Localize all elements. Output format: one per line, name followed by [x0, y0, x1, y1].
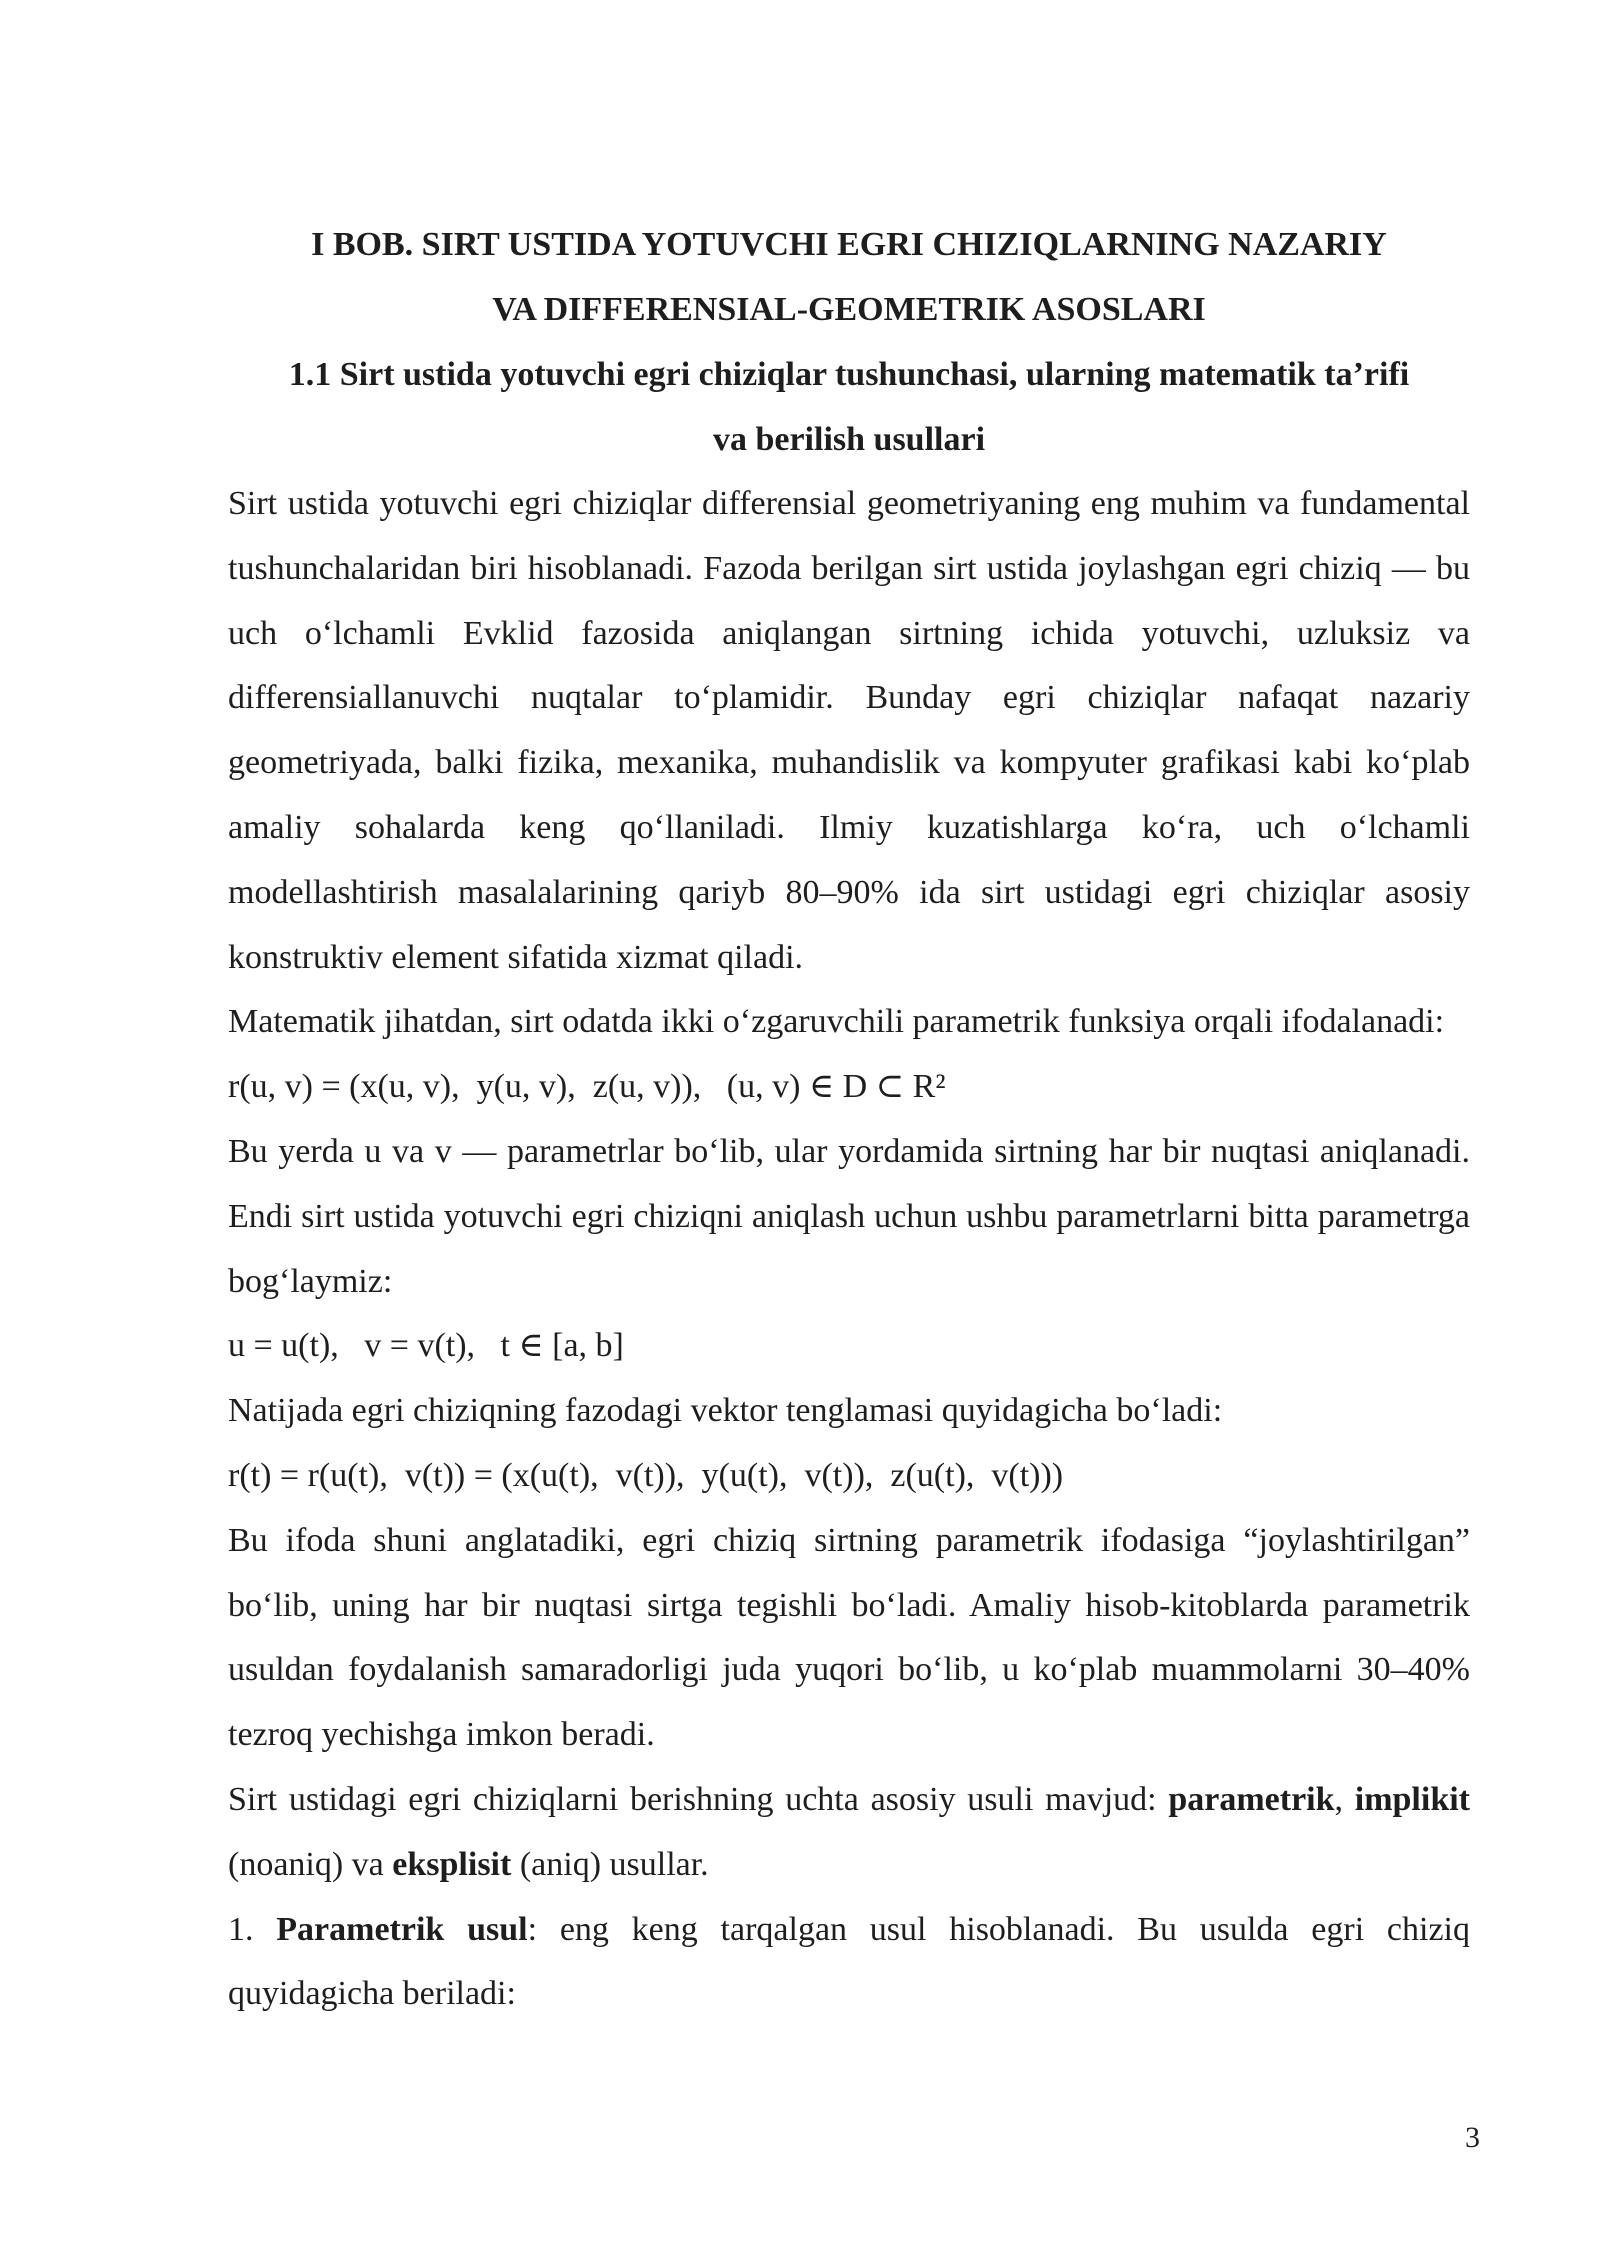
- chapter-title-line-1: I BOB. SIRT USTIDA YOTUVCHI EGRI CHIZIQLARNING NAZARIY: [311, 226, 1387, 263]
- methods-explicit: eksplisit: [392, 1845, 512, 1883]
- parametric-method-text: : eng keng tarqalgan usul hisoblanadi. Bu usulda egri chiziq quyidagicha beriladi:: [228, 1910, 1470, 2013]
- chapter-title-line-2: VA DIFFERENSIAL-GEOMETRIK ASOSLARI: [492, 291, 1206, 328]
- methods-text-4: (aniq) usullar.: [511, 1845, 709, 1883]
- methods-text-2: ,: [1334, 1780, 1355, 1818]
- parametric-method-term: Parametrik usul: [276, 1910, 528, 1948]
- formula-surface: r(u, v) = (x(u, v), y(u, v), z(u, v)), (u, v) ∈ D ⊂ R²: [228, 1068, 946, 1106]
- section-title-line-1: 1.1 Sirt ustida yotuvchi egri chiziqlar tushunchasi, ularning matematik ta’rifi: [288, 356, 1410, 393]
- paragraph-vector-equation: Natijada egri chiziqning fazodagi vektor tenglamasi quyidagicha bo‘ladi:: [228, 1392, 1223, 1430]
- parametric-method-number: 1.: [228, 1910, 277, 1948]
- section-title: [228, 342, 1470, 472]
- paragraph-parametric-method: [228, 1898, 1470, 2028]
- body-text: [228, 472, 1470, 2027]
- page-number: 3: [1465, 2121, 1480, 2154]
- paragraph-parametric-function: Matematik jihatdan, sirt odatda ikki o‘zgaruvchili parametrik funksiya orqali ifodalanadi:: [228, 1003, 1445, 1041]
- chapter-title: [228, 212, 1470, 342]
- paragraph-parameters: Bu yerda u va v — parametrlar bo‘lib, ular yordamida sirtning har bir nuqtasi aniqlanadi. Endi sirt ustida yotuvchi egri chiziqni aniqlash uchun ushbu parametrlarni bitta parametrga bog‘laymiz:: [228, 1132, 1470, 1300]
- methods-implicit: implikit: [1354, 1780, 1470, 1818]
- paragraph-methods: [228, 1768, 1470, 1898]
- paragraph-intro: Sirt ustida yotuvchi egri chiziqlar differensial geometriyaning eng muhim va fundamental tushunchalaridan biri hisoblanadi. Fazoda berilgan sirt ustida joylashgan egri chiziq — bu uch o‘lchamli Evklid fazosida aniqlangan sirtning ichida yotuvchi, uzluksiz va differensiallanuvchi nuqtalar to‘plamidir. Bunday egri chiziqlar nafaqat nazariy geometriyada, balki fizika, mexanika, muhandislik va kompyuter grafikasi kabi ko‘plab amaliy sohalarda keng qo‘llaniladi. Ilmiy kuzatishlarga ko‘ra, uch o‘lchamli modellashtirish masalalarining qariyb 80–90% ida sirt ustidagi egri chiziqlar asosiy konstruktiv element sifatida xizmat qiladi.: [228, 485, 1470, 976]
- formula-curve: r(t) = r(u(t), v(t)) = (x(u(t), v(t)), y(u(t), v(t)), z(u(t), v(t))): [228, 1456, 1064, 1494]
- paragraph-embedding: Bu ifoda shuni anglatadiki, egri chiziq sirtning parametrik ifodasiga “joylashtirilgan” bo‘lib, uning har bir nuqtasi sirtga tegishli bo‘ladi. Amaliy hisob-kitoblarda parametrik usuldan foydalanish samaradorligi juda yuqori bo‘lib, u ko‘plab muammolarni 30–40% tezroq yechishga imkon beradi.: [228, 1521, 1470, 1754]
- methods-parametric: parametrik: [1168, 1780, 1335, 1818]
- methods-text-1: Sirt ustidagi egri chiziqlarni berishning uchta asosiy usuli mavjud:: [228, 1780, 1169, 1818]
- section-title-line-2: va berilish usullari: [712, 421, 986, 458]
- methods-text-3: (noaniq) va: [228, 1845, 393, 1883]
- formula-parameter-link: u = u(t), v = v(t), t ∈ [a, b]: [228, 1327, 624, 1365]
